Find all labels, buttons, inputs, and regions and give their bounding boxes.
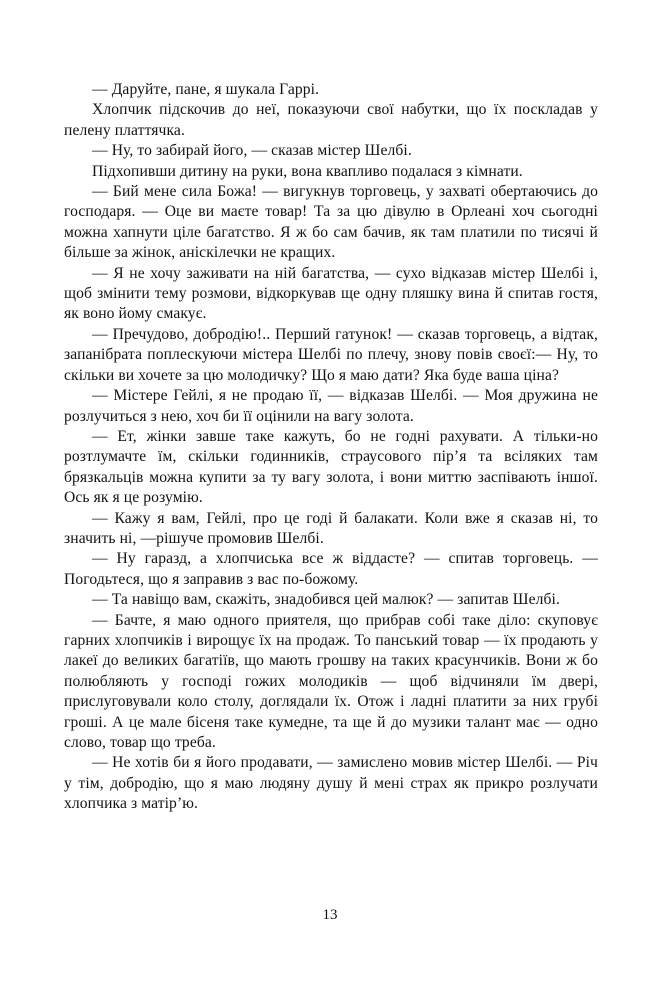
- paragraph: — Я не хочу заживати на ній багатства, — сухо відказав містер Шелбі і, щоб змінити тему розмови, відкоркував ще одну пляшку вина й спитав гостя, як воно йому смакує.: [64, 264, 598, 323]
- paragraph: — Даруйте, пане, я шукала Гаррі.: [92, 81, 320, 98]
- text-block: [64, 80, 598, 815]
- paragraph: Хлопчик підскочив до неї, показуючи свої набутки, що їх поскладав у пелену платтячка.: [64, 101, 598, 139]
- paragraph: — Бачте, я маю одного приятеля, що прибрав собі таке діло: скуповує гарних хлопчиків і вирощує їх на продаж. То панський товар — їх продають у лакеї до великих багатіїв, що мають грошву на таких красунчиків. Вони ж бо полюбляють у господі гожих молодиків — щоб відчиняли їм двері, прислуговували коло столу, доглядали їх. Отож і ладні платити за них грубі гроші. А це мале бісеня таке кумедне, та ще й до музики талант має — одно слово, товар що треба.: [64, 611, 598, 751]
- paragraph: — Кажу я вам, Гейлі, про це годі й балакати. Коли вже я сказав ні, то значить ні, —рішуче промовив Шелбі.: [64, 509, 598, 547]
- paragraph: Підхопивши дитину на руки, вона квапливо подалася з кімнати.: [92, 162, 523, 180]
- paragraph: — Не хотів би я його продавати, — замислено мовив містер Шелбі. — Річ у тім, добродію, що я маю людяну душу й мені страх як прикро розлучати хлопчика з матір’ю.: [64, 754, 598, 813]
- page-number: 13: [322, 907, 338, 923]
- paragraph: — Містере Гейлі, я не продаю її, — відказав Шелбі. — Моя дружина не розлучиться з нею, хоч би її оцінили на вагу золота.: [64, 387, 598, 425]
- paragraph: — Пречудово, добродію!.. Перший гатунок! — сказав торговець, а відтак, запанібрата поплескуючи містера Шелбі по плечу, знову повів своєї:— Ну, то скільки ви хочете за цю молодичку? Що я маю дати? Яка буде ваша ціна?: [64, 325, 598, 384]
- paragraph: — Бий мене сила Божа! — вигукнув торговець, у захваті обертаючись до господаря. — Оце ви маєте товар! Та за цю дівулю в Орлеані хоч сьогодні можна хапнути ціле багатство. Я ж бо сам бачив, як там платили по тисячі й більше за жінок, аніскілечки не кращих.: [64, 183, 598, 262]
- paragraph: — Ну, то забирай його, — сказав містер Шелбі.: [92, 142, 412, 160]
- paragraph: — Ну гаразд, а хлопчиська все ж віддасте? — спитав торговець. — Погодьтеся, що я заправив з вас по-божому.: [64, 550, 598, 588]
- paragraph: — Ет, жінки завше таке кажуть, бо не годні рахувати. А тільки-но розтлумачте їм, скільки годинників, страусового пір’я та всіляких там брязкальців можна купити за ту вагу золота, і вони миттю заспівають іншої. Ось як я це розумію.: [64, 427, 598, 507]
- paragraph: — Та навіщо вам, скажіть, знадобився цей малюк? — запитав Шелбі.: [92, 591, 560, 609]
